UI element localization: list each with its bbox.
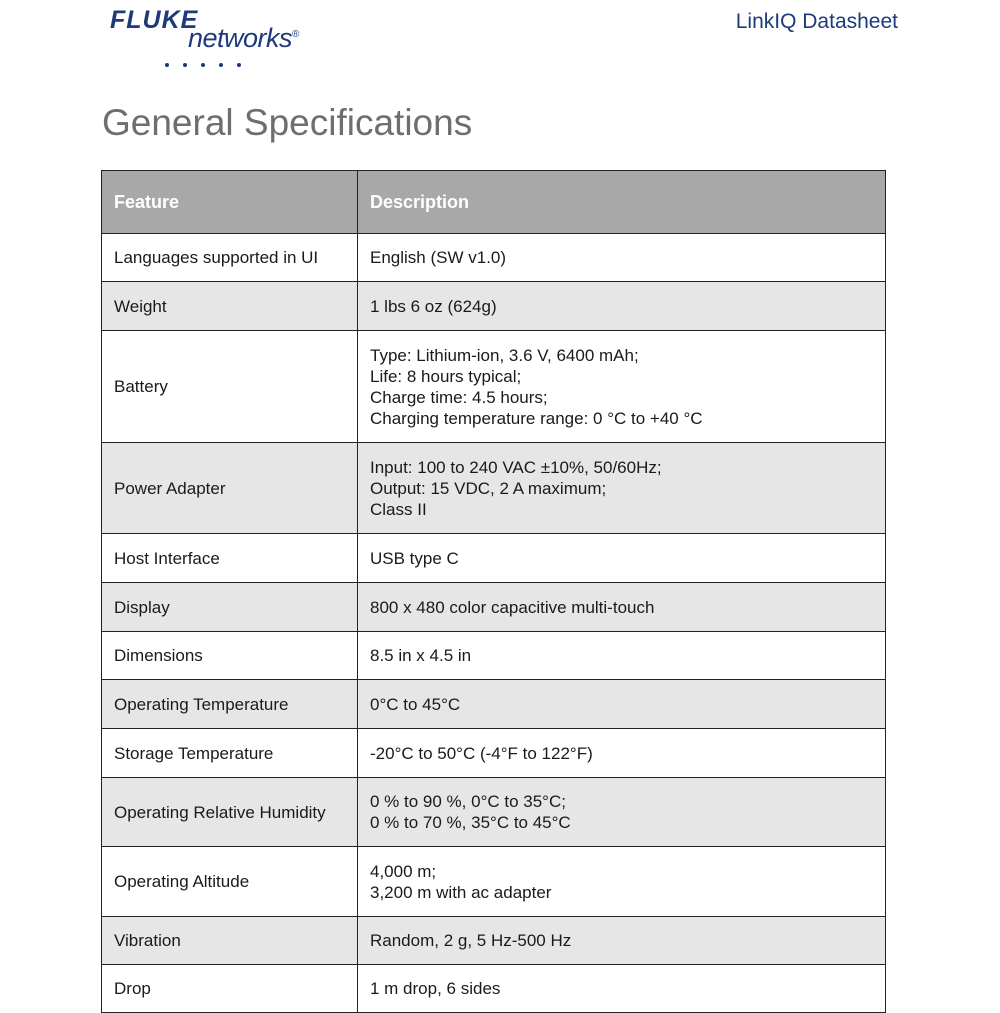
logo-wordmark-fluke: FLUKE <box>110 6 199 34</box>
description-cell <box>358 847 886 917</box>
description-line: 0 % to 70 %, 35°C to 45°C <box>370 813 571 832</box>
description-cell <box>358 583 886 632</box>
feature-cell: Power Adapter <box>102 443 358 534</box>
description-cell <box>358 917 886 965</box>
column-header-description: Description <box>358 171 886 234</box>
feature-cell: Storage Temperature <box>102 729 358 778</box>
description-line: Life: 8 hours typical; <box>370 366 522 386</box>
description-cell <box>358 729 886 778</box>
description-line: 800 x 480 color capacitive multi-touch <box>370 597 655 617</box>
feature-cell: Operating Temperature <box>102 680 358 729</box>
description-cell <box>358 632 886 680</box>
feature-cell: Weight <box>102 282 358 331</box>
description-line: Charging temperature range: 0 °C to +40 °C <box>370 408 703 428</box>
table-row <box>102 632 886 680</box>
fluke-networks-logo <box>110 4 340 64</box>
column-header-feature: Feature <box>102 171 358 234</box>
description-line: Class II <box>370 499 427 519</box>
specifications-table <box>101 170 886 1013</box>
table-row <box>102 917 886 965</box>
table-row <box>102 583 886 632</box>
document-title: LinkIQ Datasheet <box>735 10 898 33</box>
table-row <box>102 965 886 1013</box>
description-line: 8.5 in x 4.5 in <box>370 646 472 665</box>
feature-cell: Dimensions <box>102 632 358 680</box>
description-cell <box>358 331 886 443</box>
description-line: 0 % to 90 %, 0°C to 35°C; <box>370 792 566 811</box>
description-cell <box>358 282 886 331</box>
page-heading: General Specifications <box>102 102 473 143</box>
feature-cell: Drop <box>102 965 358 1013</box>
table-row <box>102 234 886 282</box>
feature-cell: Languages supported in UI <box>102 234 358 282</box>
table-row <box>102 282 886 331</box>
table-row <box>102 443 886 534</box>
feature-cell: Host Interface <box>102 534 358 583</box>
feature-cell: Operating Altitude <box>102 847 358 917</box>
description-cell <box>358 965 886 1013</box>
description-line: Output: 15 VDC, 2 A maximum; <box>370 478 607 498</box>
description-line: -20°C to 50°C (-4°F to 122°F) <box>370 743 593 763</box>
description-cell <box>358 443 886 534</box>
description-line: Type: Lithium-ion, 3.6 V, 6400 mAh; <box>370 345 639 365</box>
table-row <box>102 680 886 729</box>
description-line: USB type C <box>370 548 459 568</box>
feature-cell: Vibration <box>102 917 358 965</box>
description-line: English (SW v1.0) <box>370 248 507 267</box>
table-header-row <box>102 171 886 234</box>
table-row <box>102 729 886 778</box>
description-line: 1 lbs 6 oz (624g) <box>370 296 497 316</box>
feature-cell: Battery <box>102 331 358 443</box>
description-cell <box>358 680 886 729</box>
table-row <box>102 778 886 847</box>
logo-dots <box>165 54 255 72</box>
feature-cell: Operating Relative Humidity <box>102 778 358 847</box>
description-line: Input: 100 to 240 VAC ±10%, 50/60Hz; <box>370 457 662 477</box>
table-row <box>102 847 886 917</box>
description-line: 3,200 m with ac adapter <box>370 882 552 902</box>
description-line: 4,000 m; <box>370 861 437 881</box>
description-line: 1 m drop, 6 sides <box>370 979 501 998</box>
description-cell <box>358 778 886 847</box>
feature-cell: Display <box>102 583 358 632</box>
description-line: Charge time: 4.5 hours; <box>370 387 548 407</box>
description-cell <box>358 534 886 583</box>
description-line: Random, 2 g, 5 Hz-500 Hz <box>370 931 572 950</box>
logo-wordmark-networks: networks® <box>188 23 299 53</box>
table-row <box>102 534 886 583</box>
table-row <box>102 331 886 443</box>
description-line: 0°C to 45°C <box>370 694 461 714</box>
description-cell <box>358 234 886 282</box>
